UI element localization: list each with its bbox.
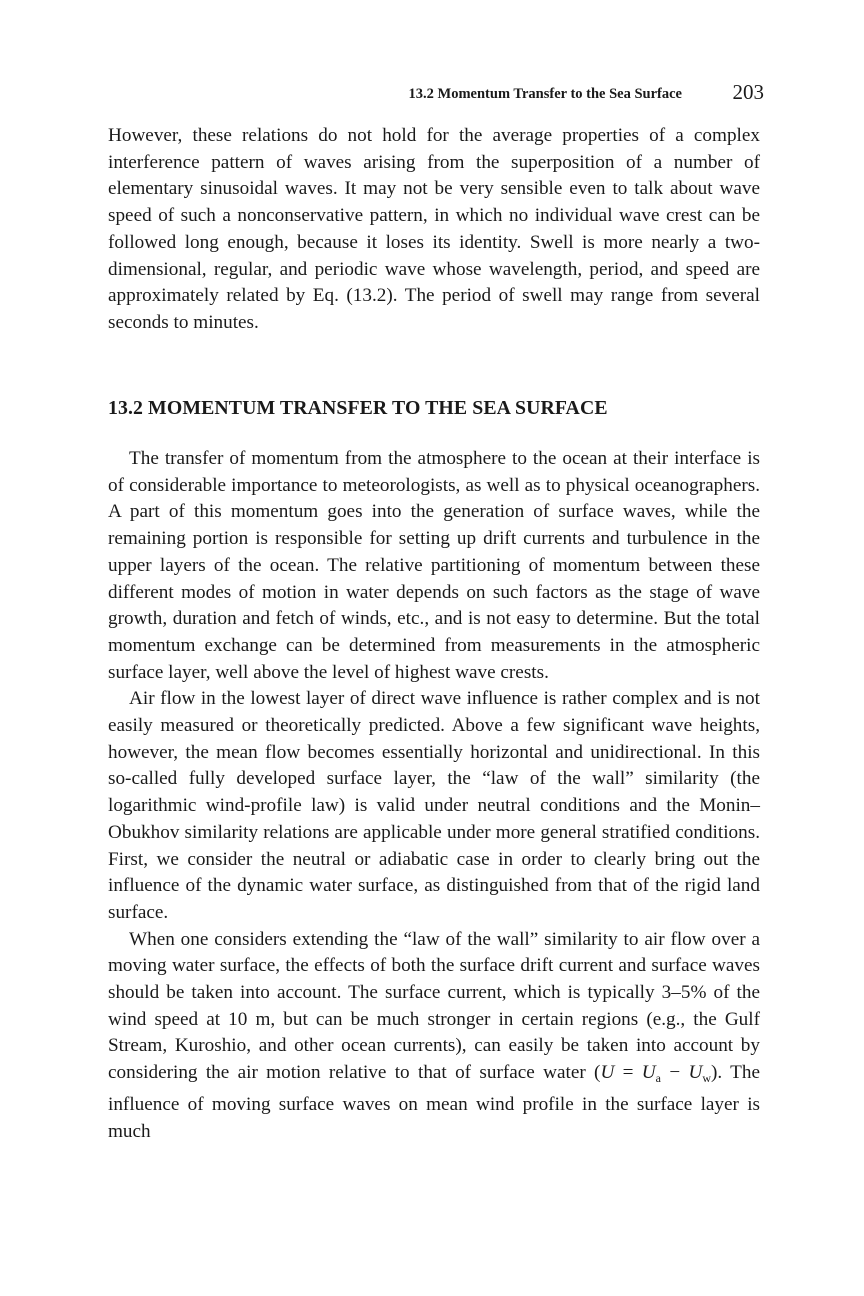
paragraph-air-flow: Air flow in the lowest layer of direct wave influence is rather complex and is not easily measured or theoretically predicted. Above a few significant wave heights, however, the mean flow becomes essentially horizontal and unidirectional. In this so-called fully developed surface layer, the “law of the wall” similarity (the logarithmic wind-profile law) is valid under neutral conditions and the Monin–Obukhov similarity relations are applicable under more general stratified conditions. First, we consider the neutral or adiabatic case in order to clearly bring out the influence of the dynamic water surface, as distinguished from that of the rigid land surface. bbox=[108, 688, 760, 923]
paragraph-momentum-transfer: The transfer of momentum from the atmosphere to the ocean at their interface is of considerable importance to meteorologists, as well as to physical oceanographers. A part of this momentum goes into the generation of surface waves, while the remaining portion is responsible for setting up drift currents and turbulence in the upper layers of the ocean. The relative partitioning of momentum between these different modes of motion in water depends on such factors as the stage of wave growth, duration and fetch of winds, etc., and is not easy to determine. But the total momentum exchange can be determined from measurements in the atmospheric surface layer, well above the level of highest wave crests. bbox=[108, 448, 760, 683]
page-header bbox=[108, 78, 764, 108]
eq-Uw: U bbox=[688, 1062, 703, 1084]
intro-paragraph: However, these relations do not hold for the average properties of a complex interference pattern of waves arising from the superposition of a number of elementary sinusoidal waves. It may not be very sensible even to talk about wave speed of such a nonconservative pattern, in which no individual wave crest can be followed long enough, because it loses its identity. Swell is more nearly a two-dimensional, regular, and periodic wave whose wavelength, period, and speed are approximately related by Eq. (13.2). The period of swell may range from several seconds to minutes. bbox=[108, 125, 760, 333]
eq-equals: = bbox=[614, 1062, 642, 1084]
eq-minus: − bbox=[660, 1062, 689, 1084]
paragraph-law-of-wall bbox=[108, 927, 760, 1146]
section-body bbox=[108, 446, 760, 1145]
eq-a-subscript: a bbox=[655, 1071, 661, 1086]
page-number: 203 bbox=[732, 80, 764, 104]
paragraph-text-after: ). The influence of moving surface waves on mean wind profile in the surface layer is much bbox=[108, 1062, 760, 1142]
paragraph-text-before: When one considers extending the “law of the wall” similarity to air flow over a moving water surface, the effects of both the surface drift current and surface waves should be taken into account. The surface current, which is typically 3–5% of the wind speed at 10 m, but can be much stronger in certain regions (e.g., the Gulf Stream, Kuroshio, and other ocean currents), can easily be taken into account by considering the air motion relative to that of surface water ( bbox=[108, 928, 760, 1084]
running-head: 13.2 Momentum Transfer to the Sea Surface bbox=[408, 86, 682, 102]
eq-w-subscript: w bbox=[702, 1071, 711, 1086]
eq-U: U bbox=[600, 1062, 615, 1084]
intro-text-block bbox=[108, 123, 760, 337]
section-heading: 13.2 MOMENTUM TRANSFER TO THE SEA SURFACE bbox=[108, 397, 608, 419]
eq-Ua: U bbox=[641, 1062, 656, 1084]
